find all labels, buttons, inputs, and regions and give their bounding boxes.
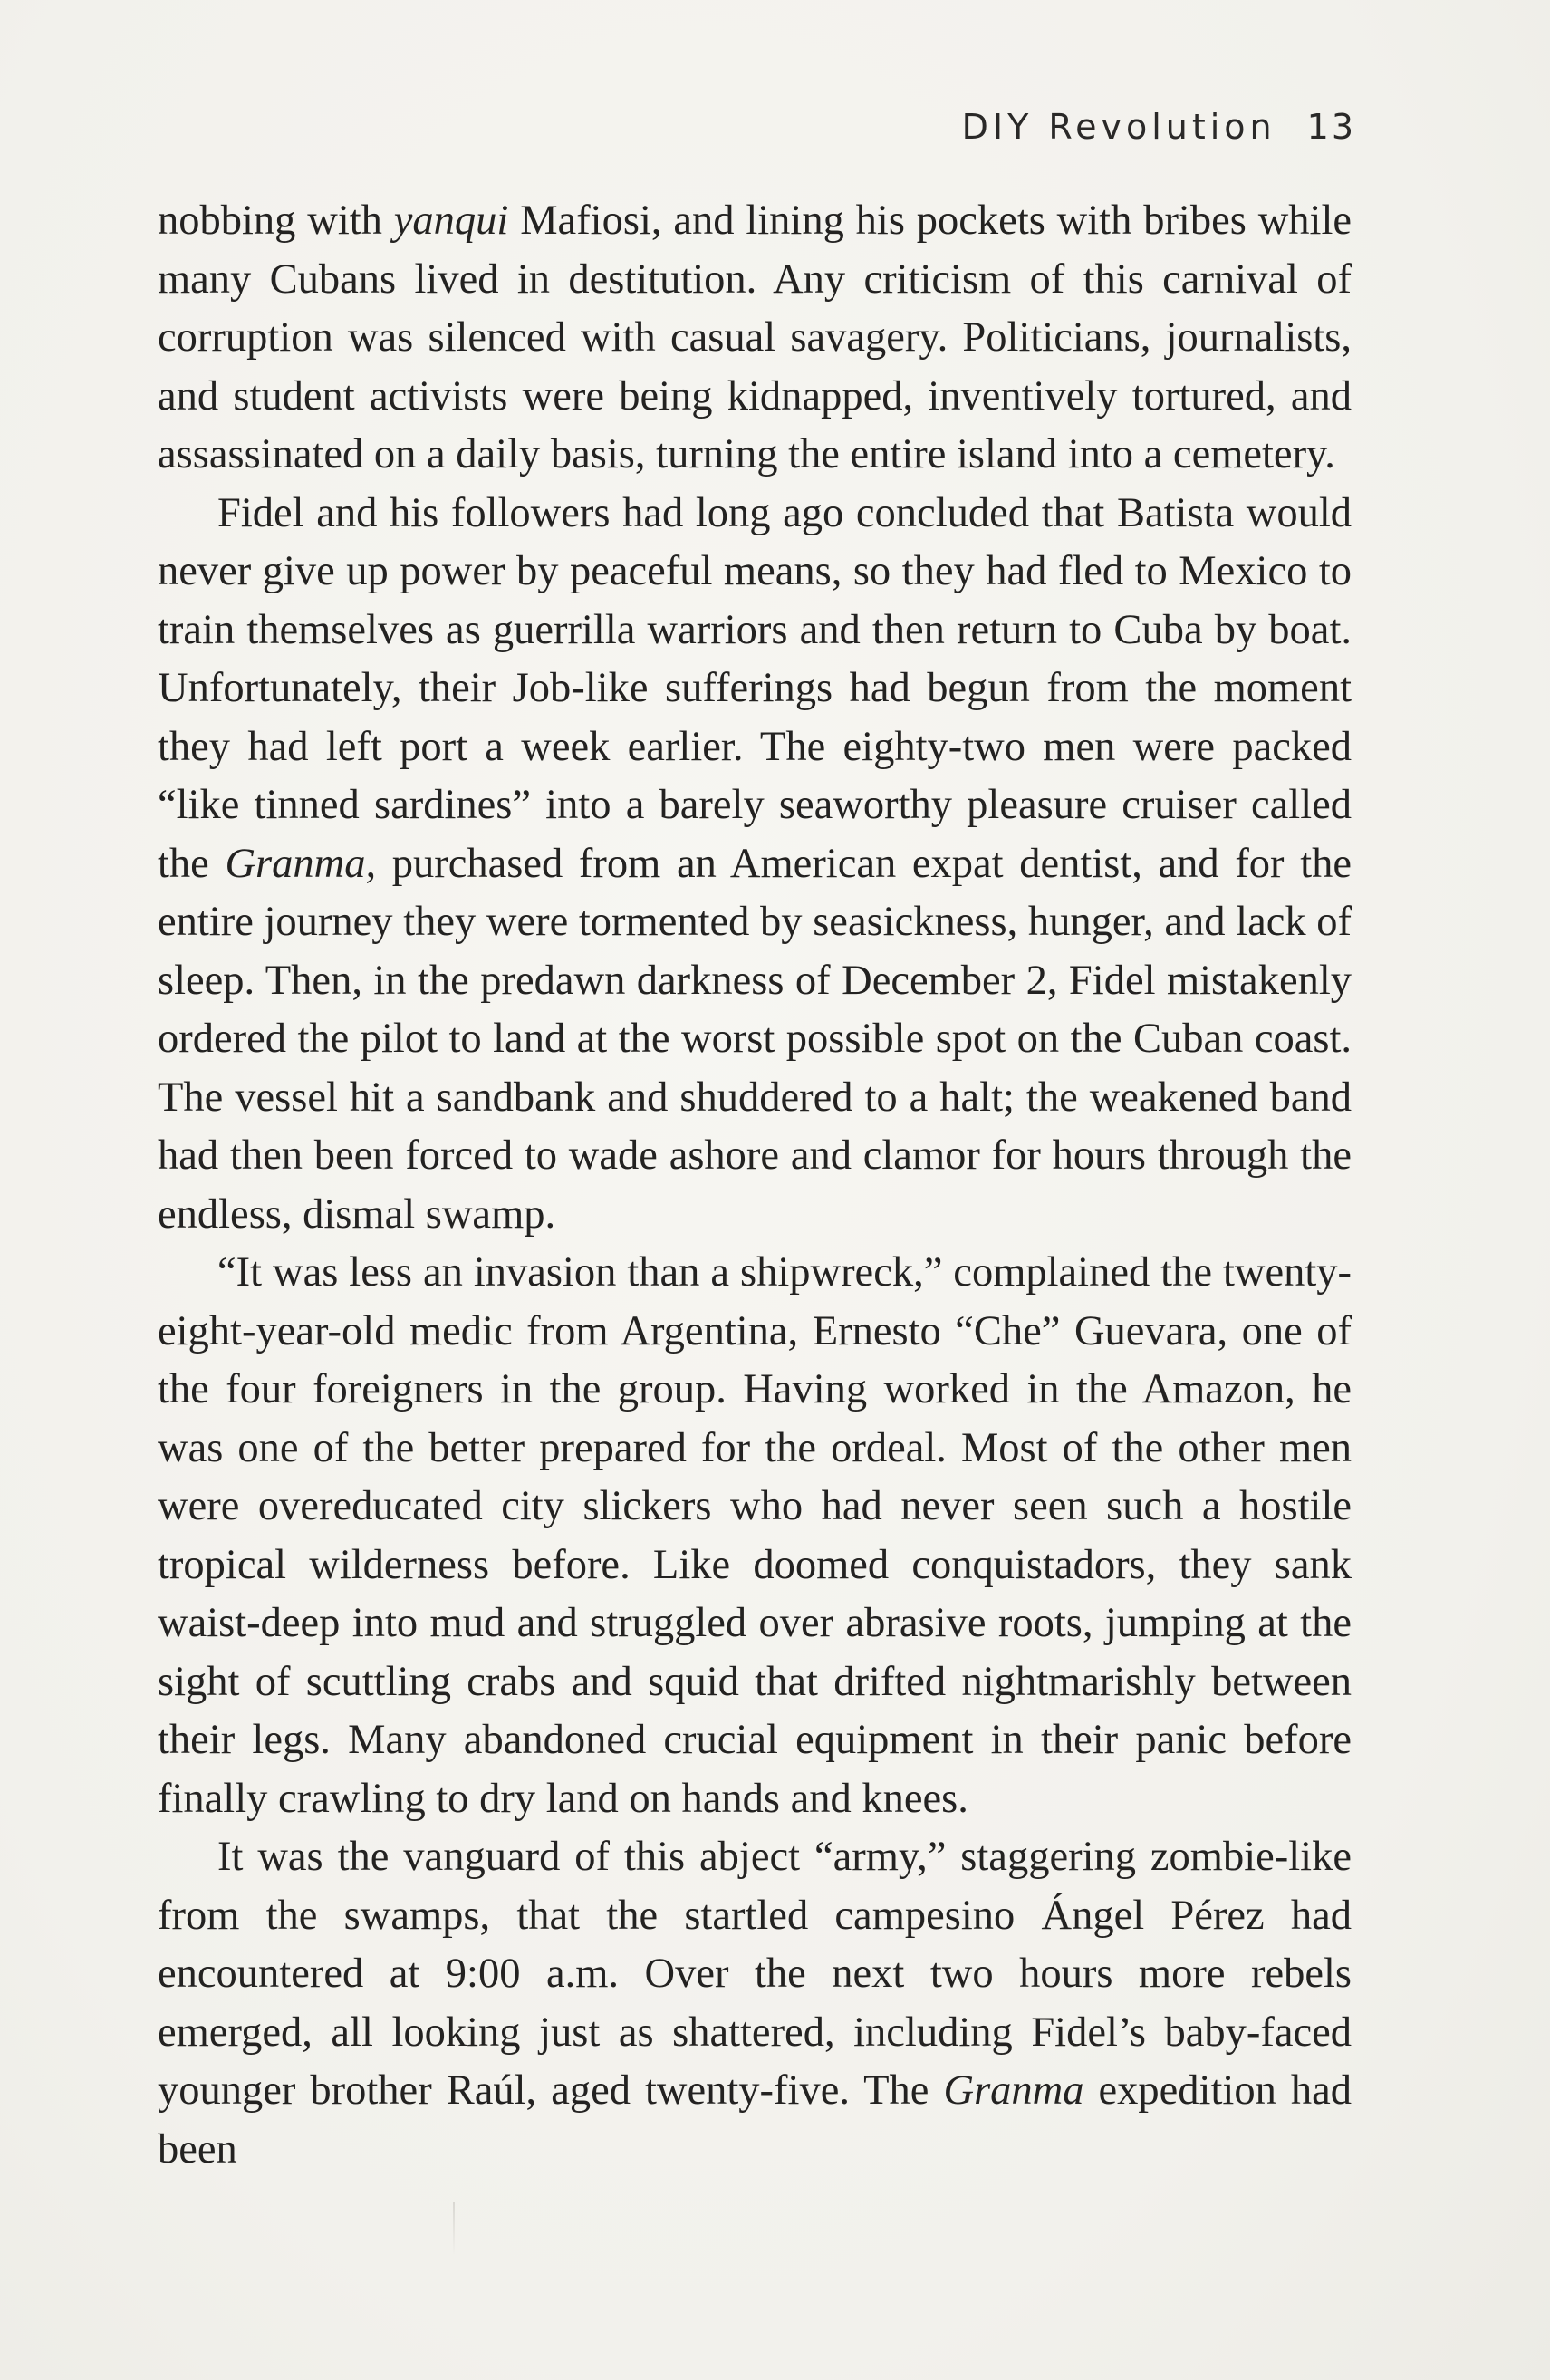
text-run: “It was less an invasion than a shipwreck,” complained the twenty-eight-year-old medic from Argentina, Ernesto “Che” Guevara, one of the four foreigners in the group. Having worked in the Amazon, he was one of the better prepared for the ordeal. Most of the other men were overeducated city slickers who had never seen such a hostile tropical wilderness before. Like doomed conquistadors, they sank waist-deep into mud and struggled over abrasive roots, jumping at the sight of scuttling crabs and squid that drifted nightmarishly between their legs. Many abandoned crucial equipment in their panic before finally crawling to dry land on hands and knees. — [158, 1249, 1352, 1822]
italic-run: yanqui — [393, 198, 509, 244]
text-run: purchased from an American expat dentist, and for the entire journey they were tormented by seasickness, hunger, and lack of sleep. Then, in the predawn darkness of December 2, Fidel mistakenly ordered the pilot to land at the worst possible spot on the Cuban coast. The vessel hit a sandbank and shuddered to a halt; the weakened band had then been forced to wade ashore and clamor for hours through the endless, dismal swamp. — [158, 840, 1352, 1238]
text-run: It was the vanguard of this abject “army,” staggering zombie-like from the swamps, that the startled campesino Ángel Pérez had encountered at 9:00 a.m. Over the next two hours more rebels emerged, all looking just as shattered, including Fidel’s baby-faced younger brother Raúl, aged twenty-five. The — [158, 1834, 1352, 2114]
paragraph — [158, 1244, 1352, 1828]
text-run: Mafiosi, and lining his pockets with bribes while many Cubans lived in destitution. Any criticism of this carnival of corruption was silenced with casual savagery. Politicians, journalists, and student activists were being kidnapped, inventively tortured, and assassinated on a daily basis, turning the entire island into a cemetery. — [158, 198, 1352, 477]
text-run: expedition had been — [158, 2067, 1352, 2173]
italic-run: Granma, — [225, 840, 377, 887]
running-head — [962, 107, 1356, 147]
text-run: nobbing with — [158, 198, 394, 244]
text-run: Fidel and his followers had long ago concluded that Batista would never give up power by peaceful means, so they had fled to Mexico to train themselves as guerrilla warriors and then return to Cuba by boat. Unfortunately, their Job-like sufferings had begun from the moment they had left port a week earlier. The eighty-two men were packed “like tinned sardines” into a barely seaworthy pleasure cruiser called the — [158, 489, 1352, 887]
body-text — [158, 192, 1352, 2179]
paragraph — [158, 485, 1352, 1245]
scan-artifact — [453, 2202, 455, 2256]
italic-run: Granma — [943, 2067, 1084, 2114]
paragraph — [158, 192, 1352, 485]
paragraph — [158, 1828, 1352, 2179]
running-title: DIY Revolution — [961, 107, 1276, 147]
page-number: 13 — [1306, 107, 1356, 147]
